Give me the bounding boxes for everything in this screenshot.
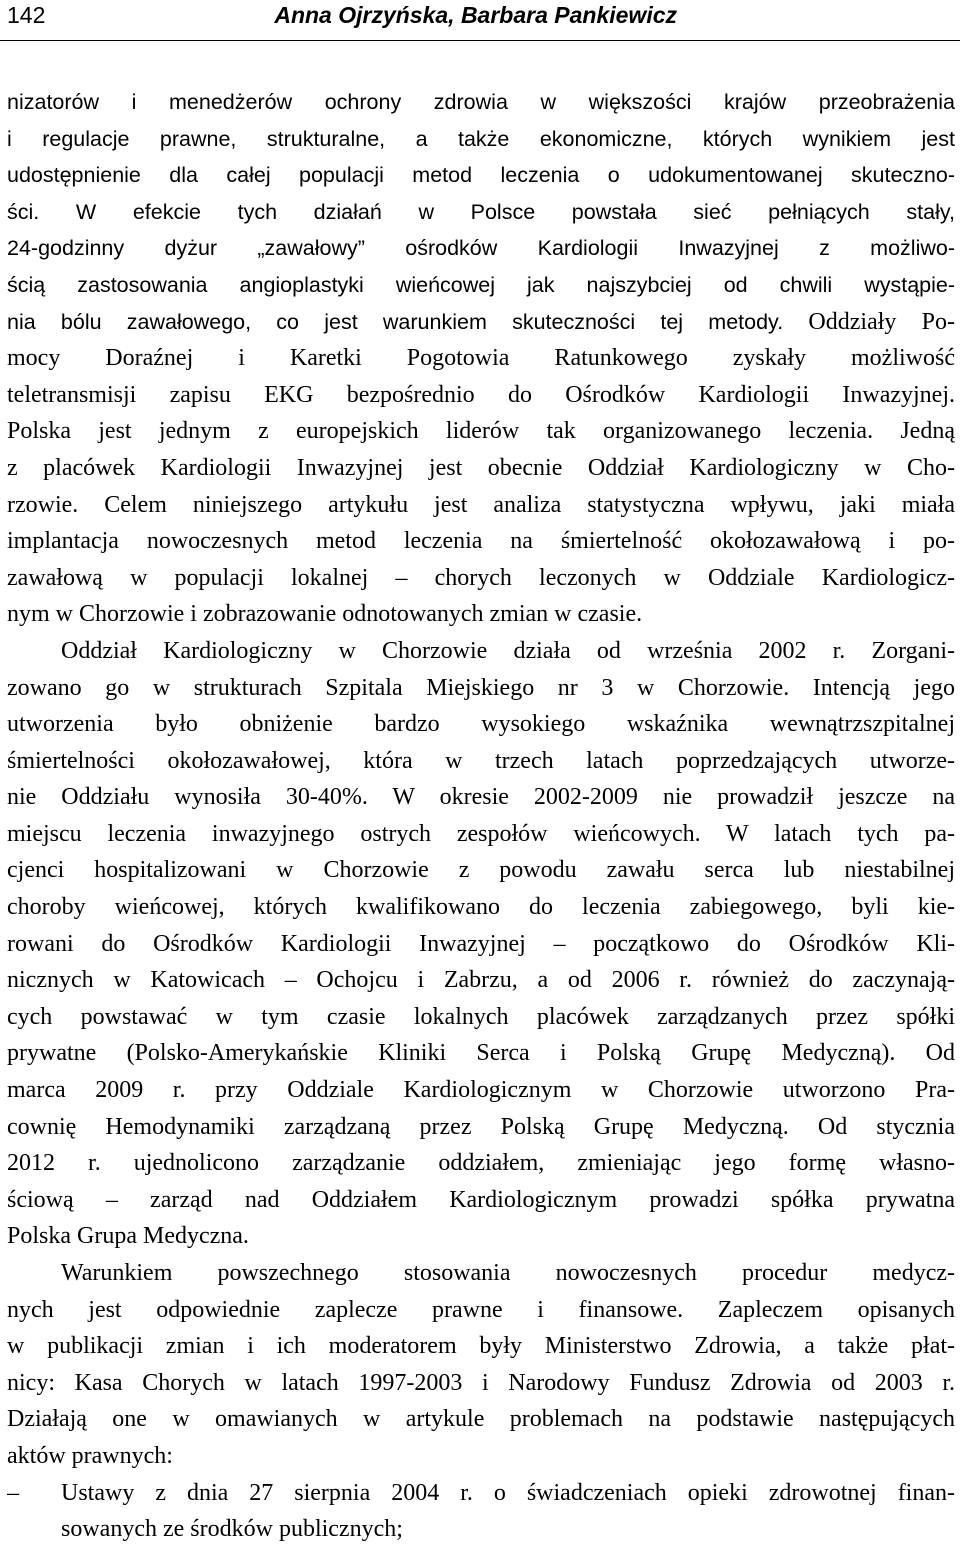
text-line [7,779,955,816]
text-segment: 2012 r. ujednolicono zarządzanie oddziałem, zmieniając jego formę własno- [7,1150,955,1177]
text-line [7,962,955,999]
text-line [7,743,955,780]
text-line [7,596,955,633]
text-line [7,523,955,560]
text-line [7,999,955,1036]
text-segment: nia bólu zawałowego, co jest warunkiem skuteczności tej metody. [7,309,784,334]
text-segment: w publikacji zmian i ich moderatorem były Ministerstwo Zdrowia, a także płat- [7,1333,955,1360]
text-segment: udostępnienie dla całej populacji metod leczenia o udokumentowanej skuteczno- [7,163,955,188]
text-line [7,413,955,450]
text-segment: cych powstawać w tym czasie lokalnych placówek zarządzanych przez spółki [7,1003,955,1030]
text-segment: sowanych ze środków publicznych; [61,1516,403,1543]
text-segment: zowano go w strukturach Szpitala Miejskiego nr 3 w Chorzowie. Intencją jego [7,674,955,701]
text-segment: Oddziały Po- [783,308,955,335]
text-line [7,1035,955,1072]
text-line [7,1511,955,1548]
text-line [7,1109,955,1146]
text-segment: nicznych w Katowicach – Ochojcu i Zabrzu, a od 2006 r. również do zaczynają- [7,967,955,994]
page-header [0,0,960,44]
text-segment: marca 2009 r. przy Oddziale Kardiologicznym w Chorzowie utworzono Pra- [7,1077,955,1104]
text-line [7,816,955,853]
text-segment: cjenci hospitalizowani w Chorzowie z powodu zawału serca lub niestabilnej [7,857,955,884]
text-line [7,1145,955,1182]
text-line [7,1365,955,1402]
text-line [7,157,955,194]
text-segment: ścią zastosowania angioplastyki wieńcowej jak najszybciej od chwili wystąpie- [7,272,955,297]
text-line [7,267,955,304]
text-segment: nicy: Kasa Chorych w latach 1997-2003 i Narodowy Fundusz Zdrowia od 2003 r. [7,1369,955,1396]
text-line [7,670,955,707]
text-segment: prywatne (Polsko-Amerykańskie Kliniki Serca i Polską Grupę Medyczną). Od [7,1040,955,1067]
text-line [7,633,955,670]
text-segment: utworzenia było obniżenie bardzo wysokiego wskaźnika wewnątrzszpitalnej [7,711,955,738]
text-segment: z placówek Kardiologii Inwazyjnej jest obecnie Oddział Kardiologiczny w Cho- [7,454,955,481]
text-line [7,1438,955,1475]
text-line [7,1255,955,1292]
text-line [7,1401,955,1438]
text-line [7,1072,955,1109]
text-line [7,230,955,267]
text-segment: nizatorów i menedżerów ochrony zdrowia w większości krajów przeobrażenia [7,90,955,114]
text-segment: i regulacje prawne, strukturalne, a także ekonomiczne, których wynikiem jest [7,126,955,151]
text-segment: zawałową w populacji lokalnej – chorych leczonych w Oddziale Kardiologicz- [7,564,955,591]
text-line [7,1182,955,1219]
text-segment: Warunkiem powszechnego stosowania nowoczesnych procedur medycz- [61,1260,955,1286]
text-line [7,560,955,597]
text-segment: nie Oddziału wynosiła 30-40%. W okresie 2002-2009 nie prowadził jeszcze na [7,784,955,811]
text-line [7,852,955,889]
text-segment: aktów prawnych: [7,1442,173,1469]
header-rule [0,40,960,41]
text-segment: Ustawy z dnia 27 sierpnia 2004 r. o świadczeniach opieki zdrowotnej finan- [61,1479,955,1506]
text-segment: nym w Chorzowie i zobrazowanie odnotowanych zmian w czasie. [7,601,643,628]
text-line [7,304,955,341]
text-line [7,1292,955,1329]
running-head: Anna Ojrzyńska, Barbara Pankiewicz [274,2,677,28]
text-line [7,377,955,414]
text-line [7,1218,955,1255]
text-line [7,706,955,743]
text-segment: implantacja nowoczesnych metod leczenia na śmiertelność okołozawałową i po- [7,528,955,555]
text-line [7,194,955,231]
text-segment: ściową – zarząd nad Oddziałem Kardiologicznym prowadzi spółka prywatna [7,1186,955,1213]
text-segment: Działają one w omawianych w artykule problemach na podstawie następujących [7,1406,955,1433]
text-line [7,121,955,158]
text-line [7,889,955,926]
text-segment: cownię Hemodynamiki zarządzaną przez Polską Grupę Medyczną. Od stycznia [7,1113,955,1140]
text-segment: Oddział Kardiologiczny w Chorzowie działa od września 2002 r. Zorgani- [61,637,955,664]
text-line [7,487,955,524]
text-segment: ści. W efekcie tych działań w Polsce powstała sieć pełniących stały, [7,199,955,224]
text-line [7,1328,955,1365]
text-segment: nych jest odpowiednie zaplecze prawne i finansowe. Zapleczem opisanych [7,1296,955,1323]
list-dash: – [7,1479,19,1506]
text-line [7,450,955,487]
text-segment: rzowie. Celem niniejszego artykułu jest analiza statystyczna wpływu, jaki miała [7,491,955,518]
text-segment: teletransmisji zapisu EKG bezpośrednio do Ośrodków Kardiologii Inwazyjnej. [7,381,955,408]
text-segment: mocy Doraźnej i Karetki Pogotowia Ratunkowego zyskały możliwość [7,345,955,372]
page-number: 142 [7,2,46,28]
text-line [7,340,955,377]
text-segment: 24-godzinny dyżur „zawałowy” ośrodków Kardiologii Inwazyjnej z możliwo- [7,236,955,261]
text-segment: Polska jest jednym z europejskich liderów tak organizowanego leczenia. Jedną [7,418,955,445]
text-segment: Polska Grupa Medyczna. [7,1223,249,1250]
text-segment: miejscu leczenia inwazyjnego ostrych zespołów wieńcowych. W latach tych pa- [7,820,955,847]
body-text [7,84,955,1548]
text-segment: choroby wieńcowej, których kwalifikowano do leczenia zabiegowego, byli kie- [7,894,955,921]
text-line [7,84,955,121]
text-line [7,1475,955,1512]
text-segment: śmiertelności okołozawałowej, która w trzech latach poprzedzających utworze- [7,747,955,774]
text-segment: rowani do Ośrodków Kardiologii Inwazyjnej – początkowo do Ośrodków Kli- [7,930,955,957]
text-line [7,926,955,963]
